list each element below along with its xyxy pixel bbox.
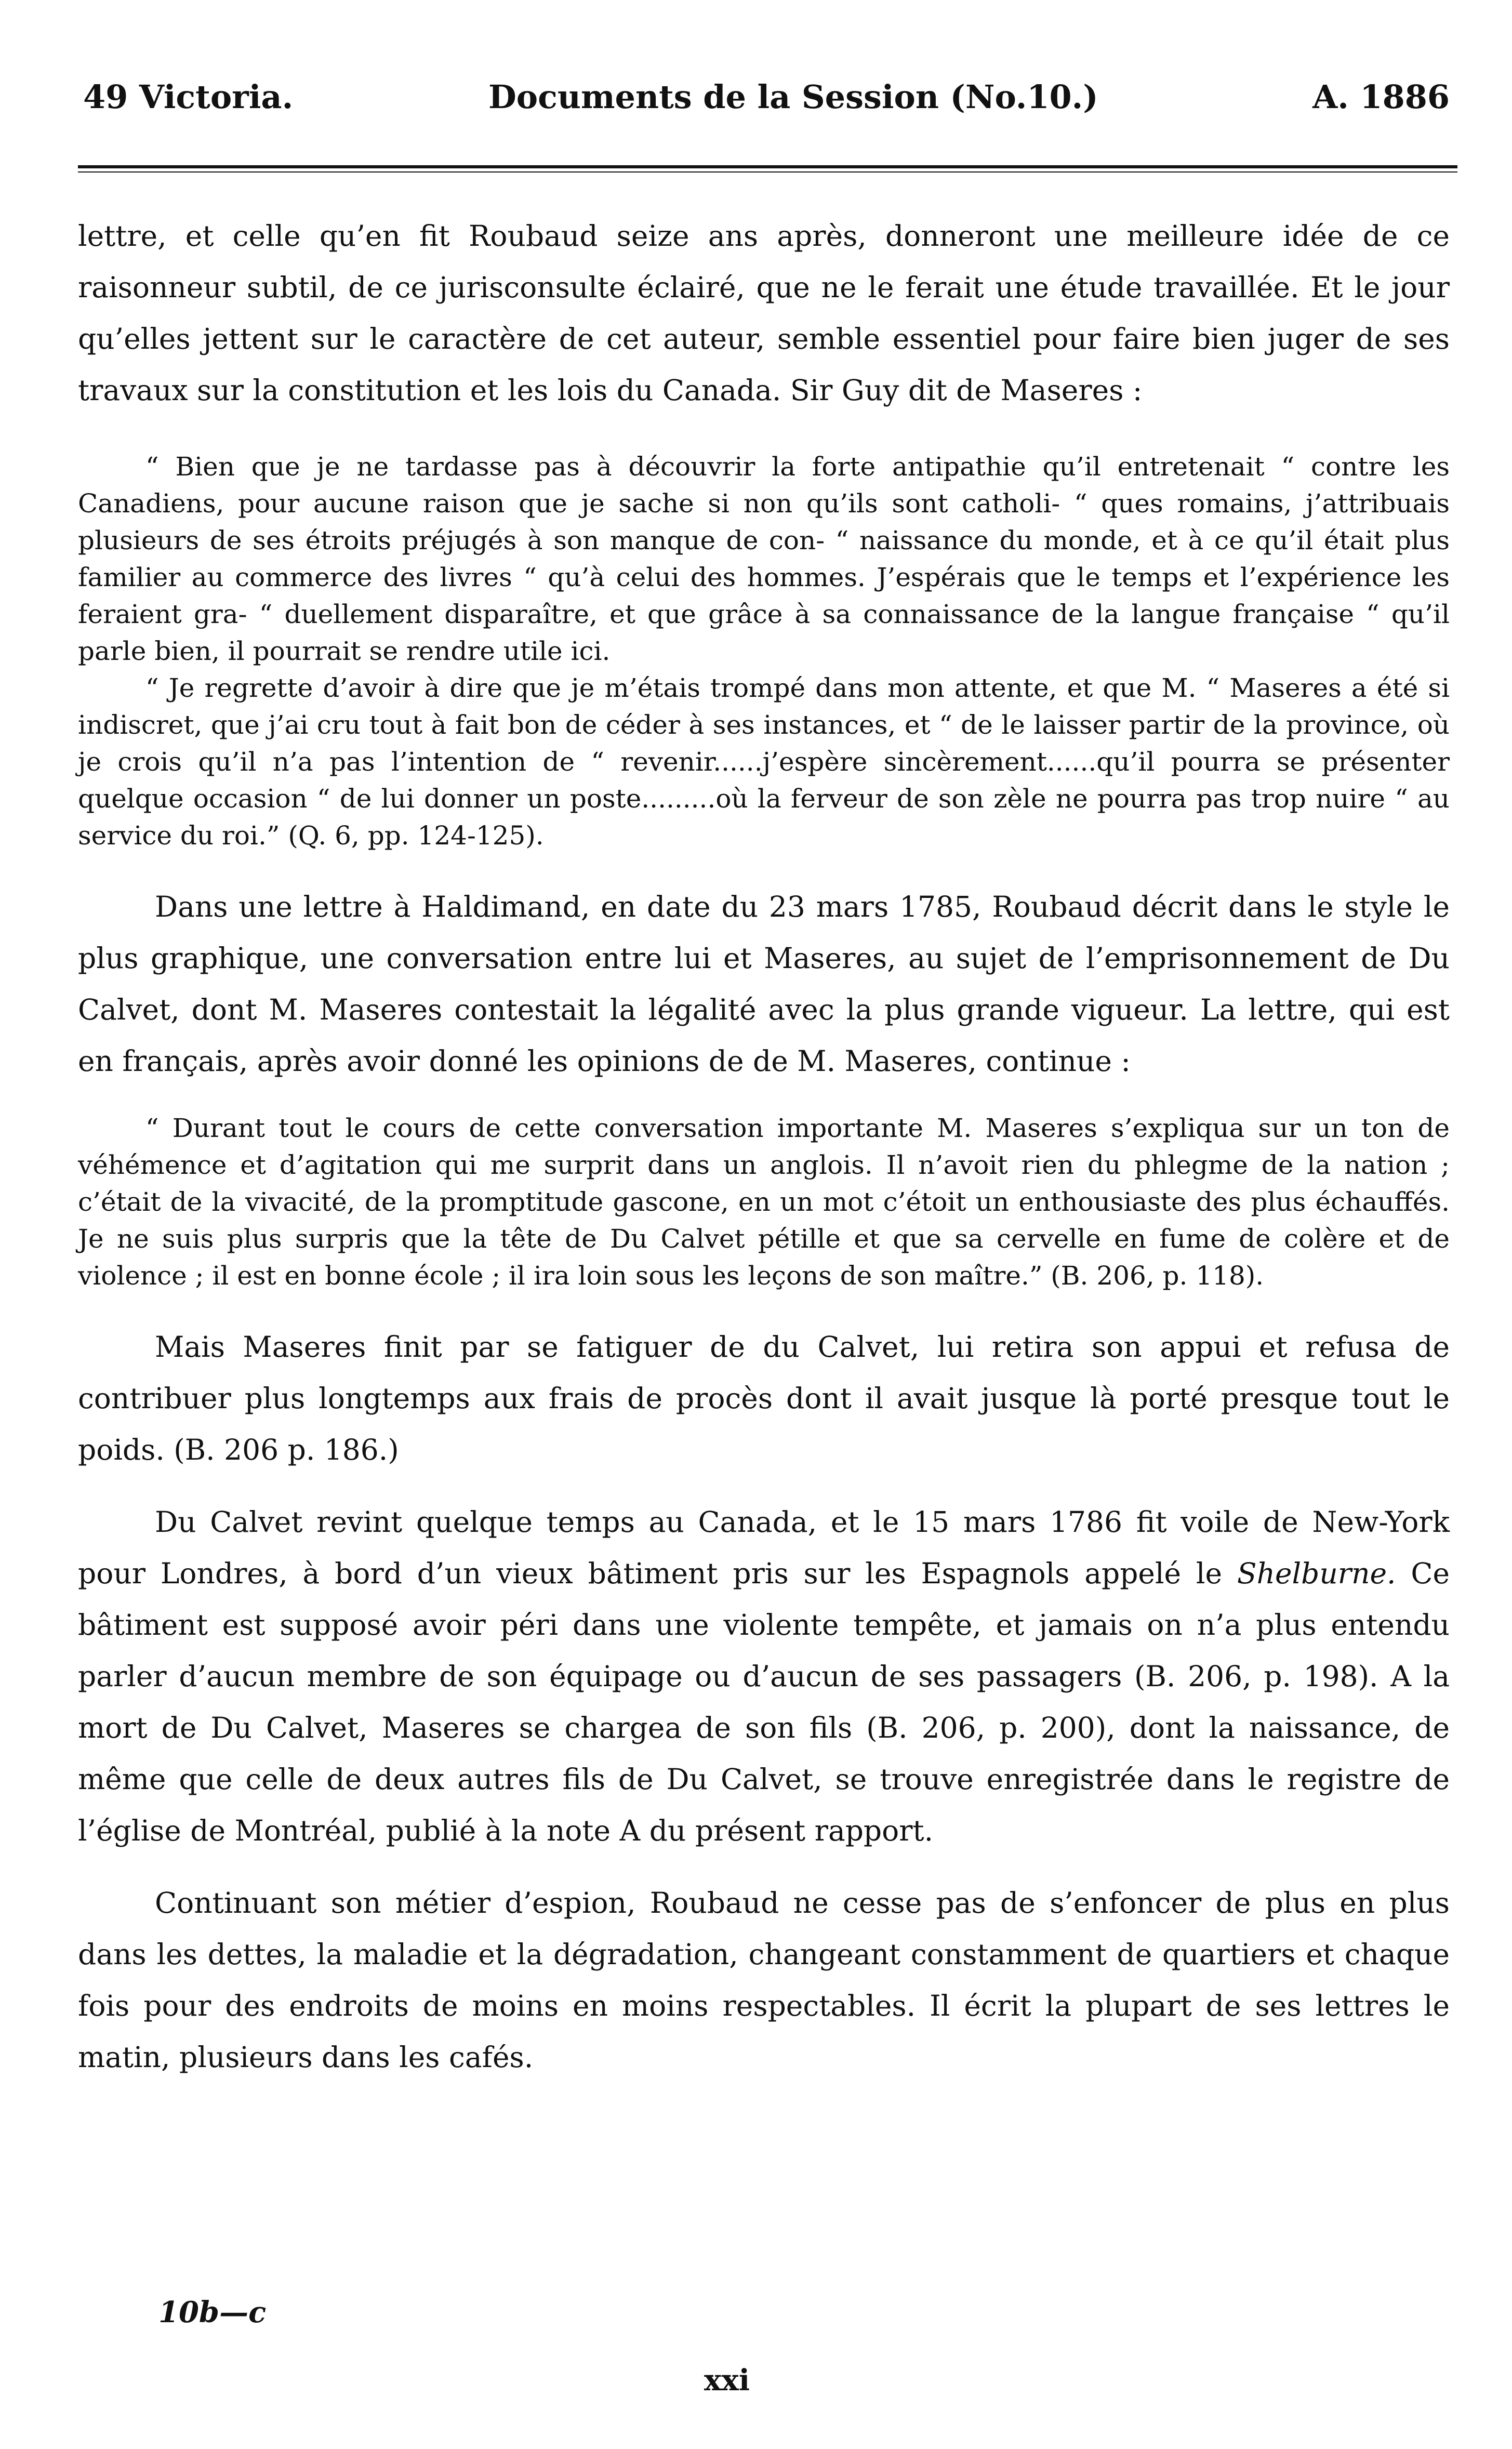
header-title: Documents de la Session (No.10.) — [488, 78, 1098, 116]
paragraph-continued: lettre, et celle qu’en fit Roubaud seize ans après, donneront une meilleure idée de ce raisonneur subtil, de ce jurisconsulte éclairé, que ne le ferait une étude travaillée. Et le jour qu’elles jettent sur le caractère de cet auteur, semble essentiel pour faire bien juger de ses travaux sur la constitution et les lois du Canada. Sir Guy dit de Maseres : — [78, 219, 1450, 407]
body-text — [78, 210, 1450, 2083]
paragraph-haldimand-letter: Dans une lettre à Haldimand, en date du 23 mars 1785, Roubaud décrit dans le style le plus graphique, une conversation entre lui et Maseres, au sujet de l’emprisonnement de Du Calvet, dont M. Maseres contestait la légalité avec la plus grande vigueur. La lettre, qui est en français, après avoir donné les opinions de de M. Maseres, continue : — [78, 890, 1450, 1078]
quote-paragraph-2: “ Je regrette d’avoir à dire que je m’étais trompé dans mon attente, et que M. “ Maseres a été si indiscret, que j’ai cru tout à fait bon de céder à ses instances, et “ de le laisser partir de la province, où je crois qu’il n’a pas l’intention de “ revenir......j’espère sincèrement......qu’il pourra se présenter quelque occasion “ de lui donner un poste.........où la ferveur de son zèle ne pourra pas trop nuire “ au service du roi.” (Q. 6, pp. 124-125). — [78, 673, 1450, 851]
paragraph-maseres-withdraws: Mais Maseres finit par se fatiguer de du Calvet, lui retira son appui et refusa de contribuer plus longtemps aux frais de procès dont il avait jusque là porté presque tout le poids. (B. 206 p. 186.) — [78, 1330, 1450, 1466]
header-regnal-year: 49 Victoria. — [83, 78, 294, 116]
page-number: xxi — [704, 2363, 750, 2398]
block-quote-carleton — [78, 448, 1450, 854]
quote-paragraph-1: “ Bien que je ne tardasse pas à découvrir la forte antipathie qu’il entretenait “ contre les Canadiens, pour aucune raison que je sache si non qu’ils sont catholi- “ ques romains, j’attribuais plusieurs de ses étroits préjugés à son manque de con- “ naissance du monde, et à ce qu’il était plus familier au commerce des livres “ qu’à celui des hommes. J’espérais que le temps et l’expérience les feraient gra- “ duellement disparaître, et que grâce à sa connaissance de la langue française “ qu’il parle bien, il pourrait se rendre utile ici. — [78, 452, 1450, 666]
quote-paragraph-3: “ Durant tout le cours de cette conversation importante M. Maseres s’expliqua sur un ton de véhémence et d’agitation qui me surprit dans un anglois. Il n’avoit rien du phlegme de la nation ; c’était de la vivacité, de la promptitude gascone, en un mot c’étoit un enthousiaste des plus échauffés. Je ne suis plus surpris que la tête de Du Calvet pétille et que sa cervelle en fume de colère et de violence ; il est en bonne école ; il ira loin sous les leçons de son maître.” (B. 206, p. 118). — [78, 1113, 1450, 1291]
voyage-text-start: Du Calvet revint quelque temps au Canada, et le 15 mars 1786 fit voile de New-York pour Londres, à bord d’un vieux bâtiment pris sur les Espagnols appelé le — [78, 1505, 1450, 1590]
printer-signature-mark: 10b—c — [158, 2295, 267, 2329]
block-quote-roubaud — [78, 1110, 1450, 1294]
ship-name: Shelburne. — [1237, 1557, 1396, 1590]
paragraph-du-calvet-voyage — [78, 1497, 1450, 1857]
voyage-text-end: Ce bâtiment est supposé avoir péri dans une violente tempête, et jamais on n’a plus entendu parler d’aucun membre de son équipage ou d’aucun de ses passagers (B. 206, p. 198). A la mort de Du Calvet, Maseres se chargea de son fils (B. 206, p. 200), dont la naissance, de même que celle de deux autres fils de Du Calvet, se trouve enregistrée dans le registre de l’église de Montréal, publié à la note A du présent rapport. — [78, 1557, 1450, 1847]
header-rule-thin — [78, 171, 1457, 173]
running-header — [78, 78, 1450, 125]
paragraph-roubaud-spy: Continuant son métier d’espion, Roubaud ne cesse pas de s’enfoncer de plus en plus dans les dettes, la maladie et la dégradation, changeant constamment de quartiers et chaque fois pour des endroits de moins en moins respectables. Il écrit la plupart de ses lettres le matin, plusieurs dans les cafés. — [78, 1886, 1450, 2074]
header-rule-thick — [78, 165, 1457, 168]
header-year: A. 1886 — [1312, 78, 1450, 116]
